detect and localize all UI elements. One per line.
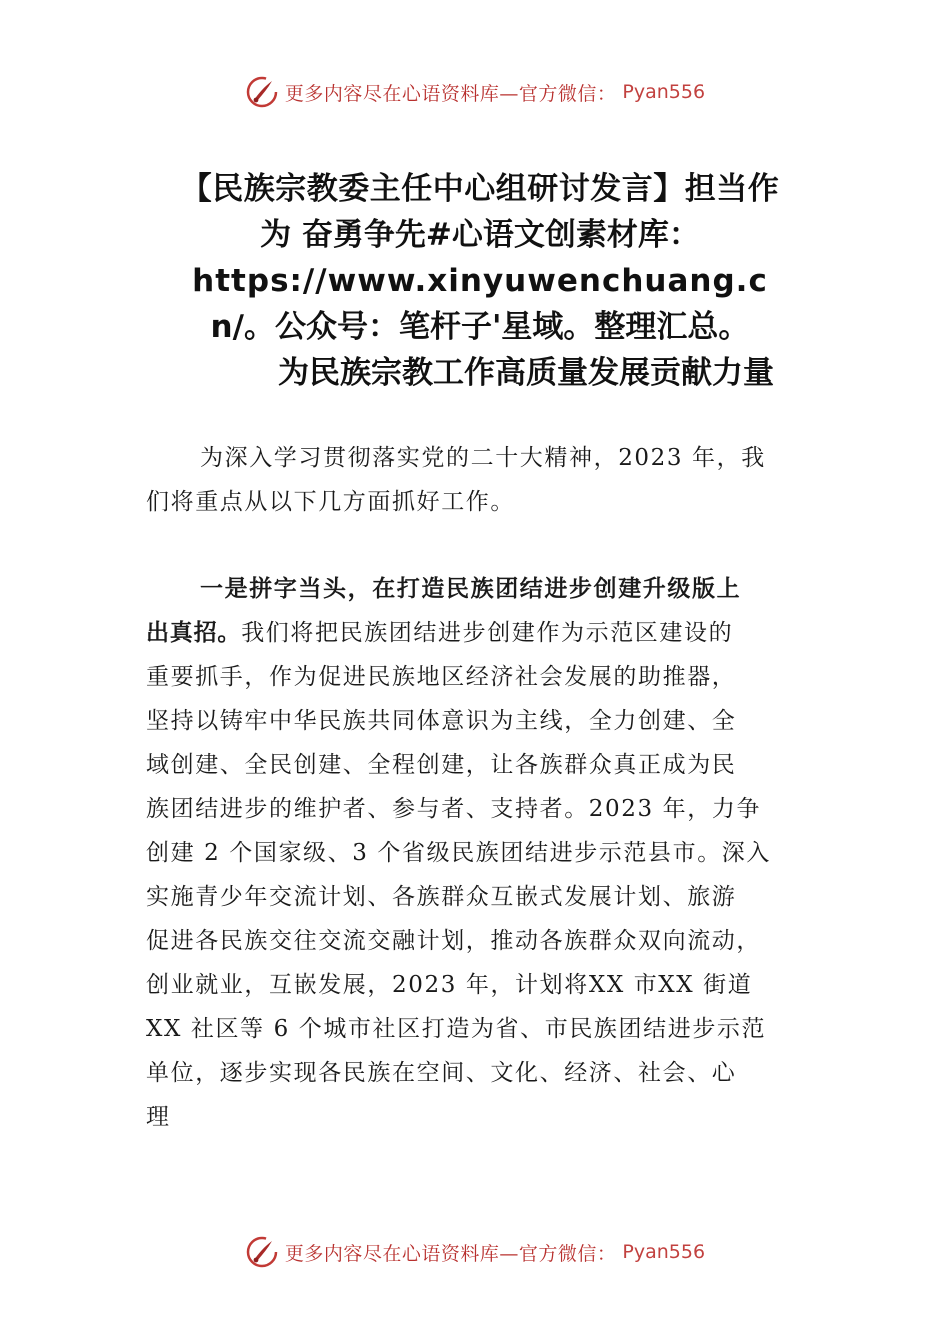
header-watermark-banner: [0, 72, 950, 112]
paragraph-line: 创建 2 个国家级、3 个省级民族团结进步示范县市。深入: [146, 840, 771, 866]
title-line: 【民族宗教委主任中心组研讨发言】担当作: [180, 171, 780, 207]
banner-text: 更多内容尽在心语资料库—官方微信：: [284, 82, 617, 105]
section-heading: 一是拼字当头，在打造民族团结进步创建升级版上: [200, 576, 742, 602]
paragraph-line: 为深入学习贯彻落实党的二十大精神，2023 年，我: [200, 445, 766, 471]
footer-watermark-banner: [0, 1232, 950, 1272]
banner-wechat-id: Pyan556: [622, 81, 706, 103]
paragraph-line: 创业就业，互嵌发展，2023 年，计划将XX 市XX 街道: [146, 972, 753, 998]
paragraph-line: XX 社区等 6 个城市社区打造为省、市民族团结进步示范: [146, 1016, 767, 1042]
brush-circle-logo-icon: [245, 1235, 279, 1269]
title-line: https://www.xinyuwenchuang.c: [192, 263, 768, 299]
paragraph-line: 域创建、全民创建、全程创建，让各族群众真正成为民: [146, 752, 737, 778]
banner-text: 更多内容尽在心语资料库—官方微信：: [284, 1242, 617, 1265]
paragraph-line: 坚持以铸牢中华民族共同体意识为主线，全力创建、全: [146, 708, 737, 734]
paragraph-line: 族团结进步的维护者、参与者、支持者。2023 年，力争: [146, 796, 762, 822]
title-line: n/。公众号：笔杆子'星域。整理汇总。: [210, 309, 750, 345]
paragraph-line: [146, 611, 826, 655]
paragraph-line: 促进各民族交往交流交融计划，推动各族群众双向流动，: [146, 928, 761, 954]
intro-paragraph: [146, 436, 826, 524]
paragraph-line: 们将重点从以下几方面抓好工作。: [146, 489, 515, 515]
title-line: 为 奋勇争先#心语文创素材库：: [260, 217, 700, 253]
paragraph-line: 实施青少年交流计划、各族群众互嵌式发展计划、旅游: [146, 884, 737, 910]
paragraph-text: 我们将把民族团结进步创建作为示范区建设的: [241, 620, 734, 646]
brush-circle-logo-icon: [245, 75, 279, 109]
section-one-paragraph: [146, 567, 826, 1139]
paragraph-line: 单位，逐步实现各民族在空间、文化、经济、社会、心: [146, 1060, 737, 1086]
paragraph-line: 理: [146, 1104, 171, 1130]
title-line: 为民族宗教工作高质量发展贡献力量: [278, 355, 774, 391]
banner-wechat-id: Pyan556: [622, 1241, 706, 1263]
document-title: [140, 166, 820, 396]
paragraph-line: 重要抓手，作为促进民族地区经济社会发展的助推器，: [146, 664, 737, 690]
section-heading-end: 出真招。: [146, 620, 242, 646]
